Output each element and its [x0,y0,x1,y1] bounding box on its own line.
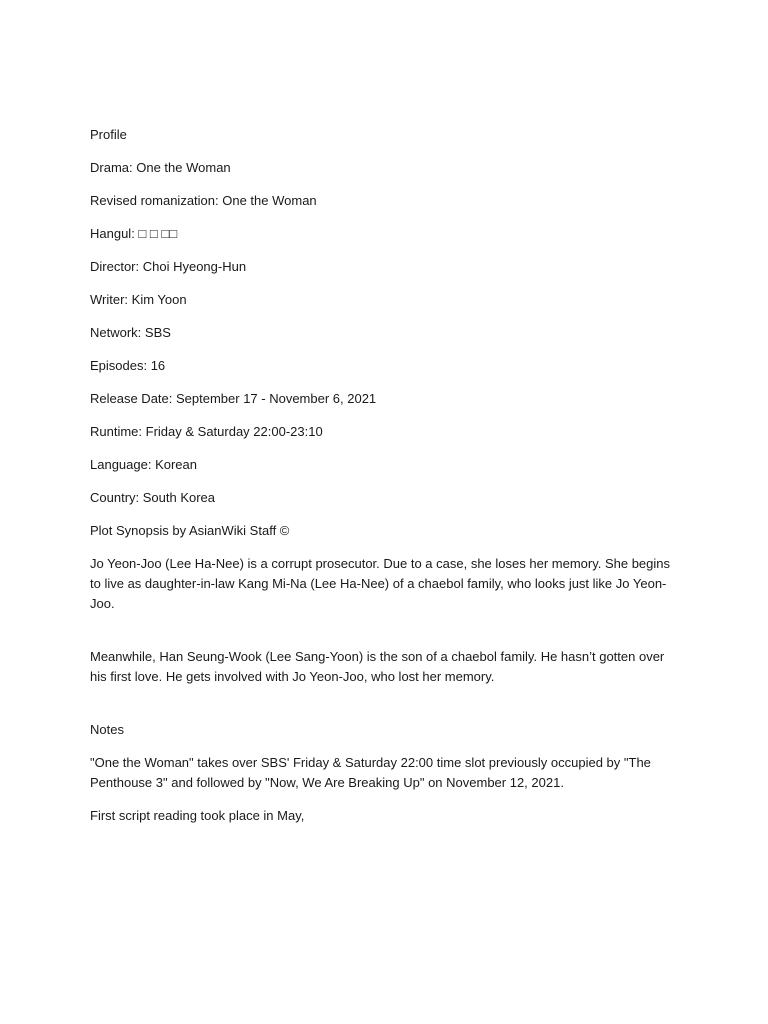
notes-heading: Notes [90,722,124,737]
language-line: Language: Korean [90,457,197,472]
profile-heading: Profile [90,127,127,142]
episodes-line: Episodes: 16 [90,358,166,373]
notes-paragraph-2: First script reading took place in May, [90,808,305,823]
runtime-line: Runtime: Friday & Saturday 22:00-23:10 [90,424,323,439]
drama-line: Drama: One the Woman [90,160,231,175]
document-body [90,125,680,839]
release-date-line: Release Date: September 17 - November 6, 2021 [90,391,377,406]
director-line: Director: Choi Hyeong-Hun [90,259,247,274]
paragraph-spacer [90,627,680,647]
notes-paragraph-1: "One the Woman" takes over SBS' Friday & Saturday 22:00 time slot previously occupied by "The Penthouse 3" and followed by "Now, We Are Breaking Up" on November 12, 2021. [90,755,651,790]
country-line: Country: South Korea [90,490,216,505]
writer-line: Writer: Kim Yoon [90,292,187,307]
network-line: Network: SBS [90,325,171,340]
plot-paragraph-1: Jo Yeon-Joo (Lee Ha-Nee) is a corrupt prosecutor. Due to a case, she loses her memory. She begins to live as daughter-in-law Kang Mi-Na (Lee Ha-Nee) of a chaebol family, who looks just like Jo Yeon-Joo. [90,556,671,611]
paragraph-spacer [90,700,680,720]
plot-paragraph-2: Meanwhile, Han Seung-Wook (Lee Sang-Yoon) is the son of a chaebol family. He hasn’t gotten over his first love. He gets involved with Jo Yeon-Joo, who lost her memory. [90,649,665,684]
revised-romanization-line: Revised romanization: One the Woman [90,193,317,208]
plot-heading: Plot Synopsis by AsianWiki Staff © [90,523,290,538]
hangul-line: Hangul: □ □ □□ [90,226,178,241]
